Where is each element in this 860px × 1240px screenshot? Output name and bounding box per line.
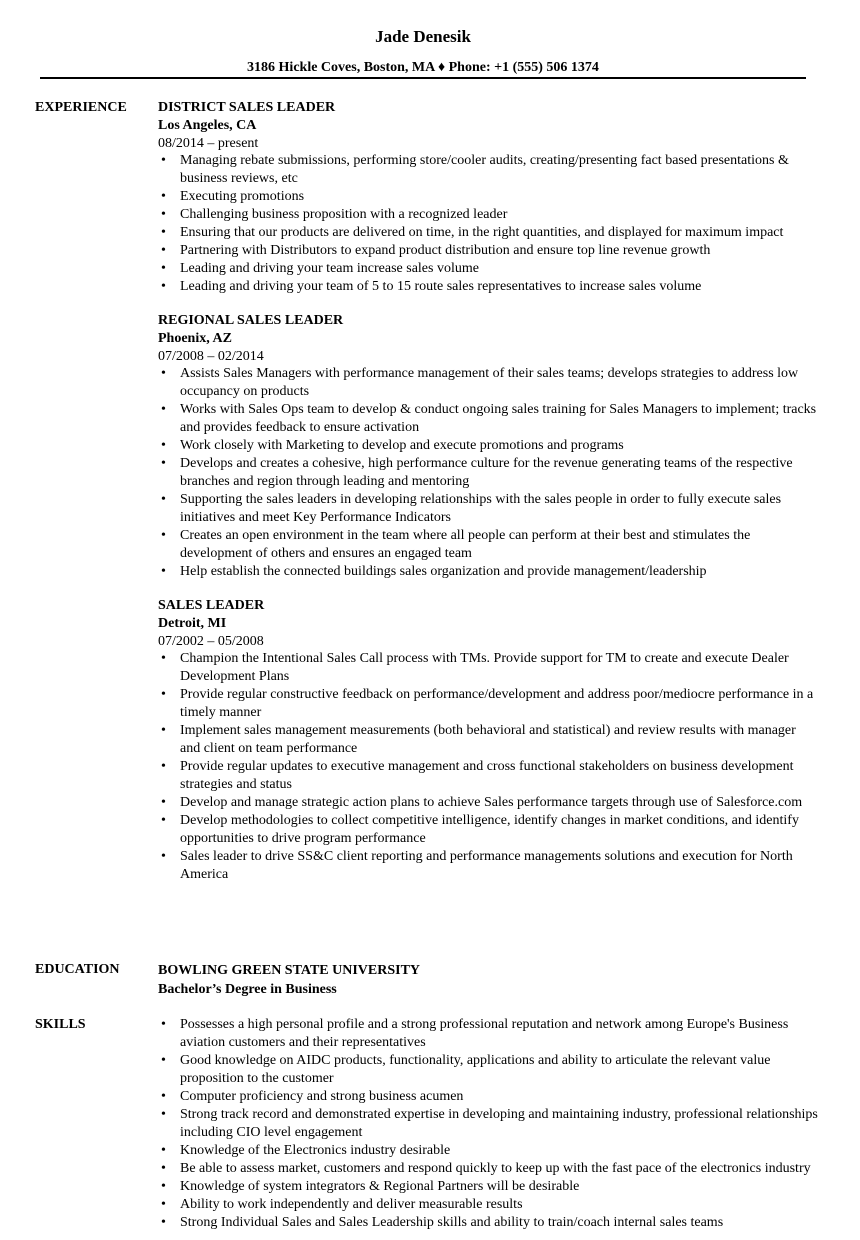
job-dates: 07/2008 – 02/2014 xyxy=(158,349,264,364)
bullet-item: • Develop methodologies to collect competitive intelligence, identify changes in market conditions, and identify opportunities to drive program performance xyxy=(158,812,818,848)
job-location: Phoenix, AZ xyxy=(158,331,232,346)
bullet-item: • Leading and driving your team of 5 to 15 route sales representatives to increase sales volume xyxy=(158,278,818,296)
job-entry xyxy=(158,99,818,296)
education-body xyxy=(158,961,818,1000)
section-label-education: EDUCATION xyxy=(35,962,120,977)
bullet-item: • Knowledge of system integrators & Regional Partners will be desirable xyxy=(158,1178,818,1196)
bullet-item: • Assists Sales Managers with performance management of their sales teams; develops strategies to address low occupancy on products xyxy=(158,365,818,401)
bullet-item: • Develop and manage strategic action plans to achieve Sales performance targets through use of Salesforce.com xyxy=(158,794,818,812)
bullet-item: • Executing promotions xyxy=(158,188,818,206)
section-label-experience: EXPERIENCE xyxy=(35,100,127,115)
bullet-item: • Strong track record and demonstrated expertise in developing and maintaining industry, professional relationships including CIO level engagement xyxy=(158,1106,818,1142)
job-location: Los Angeles, CA xyxy=(158,118,257,133)
bullet-item: • Partnering with Distributors to expand product distribution and ensure top line revenue growth xyxy=(158,242,818,260)
bullet-item: • Managing rebate submissions, performing store/cooler audits, creating/presenting fact based presentations & business reviews, etc xyxy=(158,152,818,188)
bullet-item: • Leading and driving your team increase sales volume xyxy=(158,260,818,278)
job-dates: 08/2014 – present xyxy=(158,136,259,151)
education-degree: Bachelor’s Degree in Business xyxy=(158,982,337,997)
bullet-item: • Works with Sales Ops team to develop & conduct ongoing sales training for Sales Managers to implement; tracks and provides feedback to ensure activation xyxy=(158,401,818,437)
job-dates: 07/2002 – 05/2008 xyxy=(158,634,264,649)
job-entry xyxy=(158,597,818,884)
bullet-item: • Provide regular updates to executive management and cross functional stakeholders on business development strategies and status xyxy=(158,758,818,794)
job-bullets xyxy=(158,152,818,296)
bullet-item: • Sales leader to drive SS&C client reporting and performance managements solutions and execution for North America xyxy=(158,848,818,884)
bullet-item: • Implement sales management measurements (both behavioral and statistical) and review results with manager and client on team performance xyxy=(158,722,818,758)
bullet-item: • Be able to assess market, customers and respond quickly to keep up with the fast pace of the electronics industry xyxy=(158,1160,818,1178)
bullet-item: • Work closely with Marketing to develop and execute promotions and programs xyxy=(158,437,818,455)
bullet-item: • Develops and creates a cohesive, high performance culture for the revenue generating teams of the respective branches and region through leading and mentoring xyxy=(158,455,818,491)
contact-line: 3186 Hickle Coves, Boston, MA ♦ Phone: +1 (555) 506 1374 xyxy=(247,60,599,75)
bullet-item: • Provide regular constructive feedback on performance/development and address poor/mediocre performance in a timely manner xyxy=(158,686,818,722)
section-label-skills: SKILLS xyxy=(35,1017,86,1032)
education-school: BOWLING GREEN STATE UNIVERSITY xyxy=(158,963,421,978)
bullet-item: • Good knowledge on AIDC products, functionality, applications and ability to articulate the relevant value proposition to the customer xyxy=(158,1052,818,1088)
job-title: SALES LEADER xyxy=(158,598,265,613)
experience-body xyxy=(158,99,818,900)
bullet-item: • Knowledge of the Electronics industry desirable xyxy=(158,1142,818,1160)
bullet-item: • Ability to work independently and deliver measurable results xyxy=(158,1196,818,1214)
candidate-name: Jade Denesik xyxy=(375,27,471,46)
bullet-item: • Challenging business proposition with a recognized leader xyxy=(158,206,818,224)
skills-body xyxy=(158,1016,818,1232)
job-title: DISTRICT SALES LEADER xyxy=(158,100,336,115)
job-title: REGIONAL SALES LEADER xyxy=(158,313,344,328)
bullet-item: • Computer proficiency and strong business acumen xyxy=(158,1088,818,1106)
bullet-item: • Creates an open environment in the team where all people can perform at their best and stimulates the development of others and ensures an engaged team xyxy=(158,527,818,563)
job-location: Detroit, MI xyxy=(158,616,227,631)
bullet-item: • Help establish the connected buildings sales organization and provide management/leadership xyxy=(158,563,818,581)
job-bullets xyxy=(158,365,818,581)
header-divider xyxy=(40,77,806,79)
bullet-item: • Ensuring that our products are delivered on time, in the right quantities, and displayed for maximum impact xyxy=(158,224,818,242)
skills-bullets xyxy=(158,1016,818,1232)
job-entry xyxy=(158,312,818,581)
bullet-item: • Strong Individual Sales and Sales Leadership skills and ability to train/coach internal sales teams xyxy=(158,1214,818,1232)
bullet-item: • Supporting the sales leaders in developing relationships with the sales people in order to fully execute sales initiatives and meet Key Performance Indicators xyxy=(158,491,818,527)
job-bullets xyxy=(158,650,818,884)
bullet-item: • Champion the Intentional Sales Call process with TMs. Provide support for TM to create and execute Dealer Development Plans xyxy=(158,650,818,686)
bullet-item: • Possesses a high personal profile and a strong professional reputation and network among Europe's Business aviation customers and their representatives xyxy=(158,1016,818,1052)
